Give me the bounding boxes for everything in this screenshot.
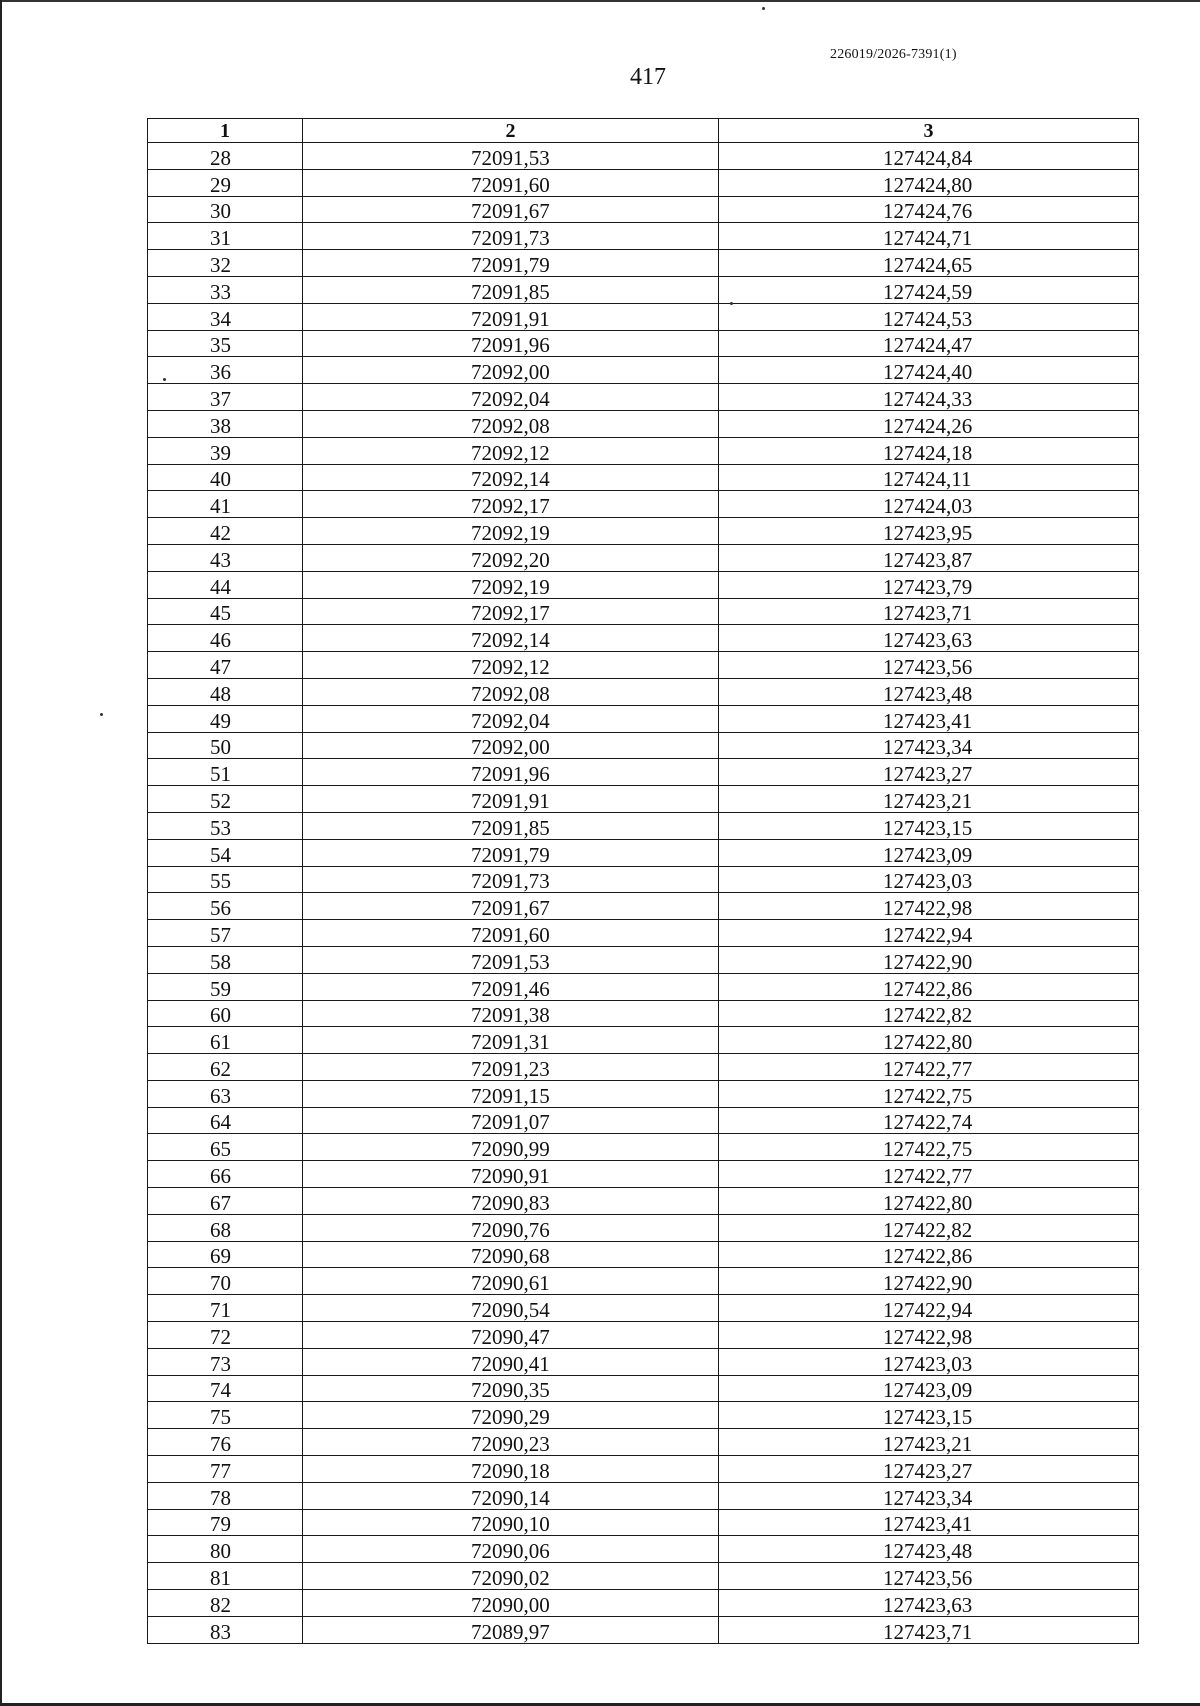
- x-coordinate-cell: 72090,99: [303, 1134, 719, 1161]
- table-row: [148, 652, 1139, 679]
- x-coordinate-cell: 72091,91: [303, 303, 719, 330]
- y-coordinate-cell: 127422,90: [719, 946, 1139, 973]
- table-row: [148, 839, 1139, 866]
- point-number-cell: 39: [148, 437, 303, 464]
- y-coordinate-cell: 127424,11: [719, 464, 1139, 491]
- table-row: [148, 705, 1139, 732]
- x-coordinate-cell: 72092,12: [303, 652, 719, 679]
- y-coordinate-cell: 127422,77: [719, 1054, 1139, 1081]
- y-coordinate-cell: 127423,21: [719, 1429, 1139, 1456]
- table-row: [148, 196, 1139, 223]
- table-row: [148, 1080, 1139, 1107]
- y-coordinate-cell: 127424,84: [719, 143, 1139, 170]
- table-row: [148, 1027, 1139, 1054]
- point-number-cell: 50: [148, 732, 303, 759]
- x-coordinate-cell: 72091,73: [303, 866, 719, 893]
- x-coordinate-cell: 72091,79: [303, 839, 719, 866]
- x-coordinate-cell: 72091,96: [303, 330, 719, 357]
- table-row: [148, 1375, 1139, 1402]
- x-coordinate-cell: 72090,54: [303, 1295, 719, 1322]
- table-row: [148, 143, 1139, 170]
- scan-speck: [730, 302, 733, 305]
- point-number-cell: 77: [148, 1456, 303, 1483]
- y-coordinate-cell: 127423,15: [719, 1402, 1139, 1429]
- point-number-cell: 53: [148, 812, 303, 839]
- y-coordinate-cell: 127422,94: [719, 1295, 1139, 1322]
- point-number-cell: 55: [148, 866, 303, 893]
- x-coordinate-cell: 72090,02: [303, 1563, 719, 1590]
- y-coordinate-cell: 127422,82: [719, 1000, 1139, 1027]
- table-row: [148, 1241, 1139, 1268]
- point-number-cell: 82: [148, 1590, 303, 1617]
- y-coordinate-cell: 127422,75: [719, 1134, 1139, 1161]
- x-coordinate-cell: 72090,35: [303, 1375, 719, 1402]
- y-coordinate-cell: 127424,47: [719, 330, 1139, 357]
- point-number-cell: 62: [148, 1054, 303, 1081]
- x-coordinate-cell: 72090,83: [303, 1188, 719, 1215]
- y-coordinate-cell: 127422,94: [719, 920, 1139, 947]
- table-row: [148, 1482, 1139, 1509]
- point-number-cell: 64: [148, 1107, 303, 1134]
- point-number-cell: 52: [148, 786, 303, 813]
- point-number-cell: 35: [148, 330, 303, 357]
- table-row: [148, 866, 1139, 893]
- y-coordinate-cell: 127423,87: [719, 544, 1139, 571]
- table-row: [148, 357, 1139, 384]
- y-coordinate-cell: 127423,56: [719, 652, 1139, 679]
- x-coordinate-cell: 72091,79: [303, 250, 719, 277]
- table-row: [148, 1107, 1139, 1134]
- table-row: [148, 464, 1139, 491]
- point-number-cell: 49: [148, 705, 303, 732]
- point-number-cell: 48: [148, 678, 303, 705]
- y-coordinate-cell: 127423,41: [719, 1509, 1139, 1536]
- point-number-cell: 76: [148, 1429, 303, 1456]
- x-coordinate-cell: 72092,19: [303, 571, 719, 598]
- x-coordinate-cell: 72090,23: [303, 1429, 719, 1456]
- document-reference: 226019/2026-7391(1): [830, 47, 957, 62]
- x-coordinate-cell: 72092,00: [303, 732, 719, 759]
- x-coordinate-cell: 72092,00: [303, 357, 719, 384]
- y-coordinate-cell: 127422,90: [719, 1268, 1139, 1295]
- x-coordinate-cell: 72091,96: [303, 759, 719, 786]
- point-number-cell: 51: [148, 759, 303, 786]
- x-coordinate-cell: 72091,53: [303, 143, 719, 170]
- x-coordinate-cell: 72091,67: [303, 893, 719, 920]
- table-row: [148, 625, 1139, 652]
- table-row: [148, 250, 1139, 277]
- point-number-cell: 56: [148, 893, 303, 920]
- table-row: [148, 1590, 1139, 1617]
- coordinates-table: [147, 118, 1139, 1644]
- scan-speck: [762, 7, 765, 10]
- table-row: [148, 1188, 1139, 1215]
- y-coordinate-cell: 127424,53: [719, 303, 1139, 330]
- y-coordinate-cell: 127422,74: [719, 1107, 1139, 1134]
- x-coordinate-cell: 72091,85: [303, 812, 719, 839]
- point-number-cell: 63: [148, 1080, 303, 1107]
- table-row: [148, 491, 1139, 518]
- x-coordinate-cell: 72091,73: [303, 223, 719, 250]
- column-header-1: 1: [148, 119, 303, 143]
- table-row: [148, 276, 1139, 303]
- column-header-2: 2: [303, 119, 719, 143]
- table-row: [148, 812, 1139, 839]
- x-coordinate-cell: 72092,20: [303, 544, 719, 571]
- table-row: [148, 973, 1139, 1000]
- y-coordinate-cell: 127423,48: [719, 678, 1139, 705]
- y-coordinate-cell: 127424,59: [719, 276, 1139, 303]
- point-number-cell: 37: [148, 384, 303, 411]
- point-number-cell: 46: [148, 625, 303, 652]
- x-coordinate-cell: 72092,14: [303, 625, 719, 652]
- point-number-cell: 36: [148, 357, 303, 384]
- y-coordinate-cell: 127424,18: [719, 437, 1139, 464]
- y-coordinate-cell: 127423,34: [719, 732, 1139, 759]
- point-number-cell: 66: [148, 1161, 303, 1188]
- table-row: [148, 223, 1139, 250]
- point-number-cell: 40: [148, 464, 303, 491]
- x-coordinate-cell: 72090,29: [303, 1402, 719, 1429]
- y-coordinate-cell: 127423,79: [719, 571, 1139, 598]
- point-number-cell: 43: [148, 544, 303, 571]
- table-row: [148, 1429, 1139, 1456]
- table-row: [148, 1616, 1139, 1643]
- table-row: [148, 1295, 1139, 1322]
- point-number-cell: 60: [148, 1000, 303, 1027]
- point-number-cell: 33: [148, 276, 303, 303]
- table-row: [148, 946, 1139, 973]
- table-row: [148, 437, 1139, 464]
- y-coordinate-cell: 127424,03: [719, 491, 1139, 518]
- table-row: [148, 1268, 1139, 1295]
- x-coordinate-cell: 72092,08: [303, 410, 719, 437]
- point-number-cell: 32: [148, 250, 303, 277]
- y-coordinate-cell: 127422,98: [719, 1322, 1139, 1349]
- point-number-cell: 41: [148, 491, 303, 518]
- point-number-cell: 74: [148, 1375, 303, 1402]
- x-coordinate-cell: 72091,15: [303, 1080, 719, 1107]
- scan-edge-top: [0, 0, 1200, 2]
- table-row: [148, 410, 1139, 437]
- y-coordinate-cell: 127424,65: [719, 250, 1139, 277]
- y-coordinate-cell: 127423,48: [719, 1536, 1139, 1563]
- y-coordinate-cell: 127423,09: [719, 1375, 1139, 1402]
- y-coordinate-cell: 127422,82: [719, 1214, 1139, 1241]
- point-number-cell: 81: [148, 1563, 303, 1590]
- point-number-cell: 75: [148, 1402, 303, 1429]
- table-row: [148, 518, 1139, 545]
- x-coordinate-cell: 72091,85: [303, 276, 719, 303]
- x-coordinate-cell: 72091,46: [303, 973, 719, 1000]
- point-number-cell: 57: [148, 920, 303, 947]
- y-coordinate-cell: 127422,98: [719, 893, 1139, 920]
- x-coordinate-cell: 72092,17: [303, 598, 719, 625]
- x-coordinate-cell: 72091,67: [303, 196, 719, 223]
- y-coordinate-cell: 127423,34: [719, 1482, 1139, 1509]
- x-coordinate-cell: 72092,19: [303, 518, 719, 545]
- y-coordinate-cell: 127422,80: [719, 1027, 1139, 1054]
- table-row: [148, 1214, 1139, 1241]
- scan-edge-left: [0, 0, 2, 1706]
- point-number-cell: 79: [148, 1509, 303, 1536]
- point-number-cell: 31: [148, 223, 303, 250]
- y-coordinate-cell: 127423,95: [719, 518, 1139, 545]
- x-coordinate-cell: 72090,00: [303, 1590, 719, 1617]
- x-coordinate-cell: 72091,91: [303, 786, 719, 813]
- y-coordinate-cell: 127424,26: [719, 410, 1139, 437]
- point-number-cell: 78: [148, 1482, 303, 1509]
- point-number-cell: 67: [148, 1188, 303, 1215]
- x-coordinate-cell: 72090,61: [303, 1268, 719, 1295]
- point-number-cell: 28: [148, 143, 303, 170]
- point-number-cell: 34: [148, 303, 303, 330]
- x-coordinate-cell: 72091,60: [303, 169, 719, 196]
- point-number-cell: 68: [148, 1214, 303, 1241]
- table-row: [148, 1134, 1139, 1161]
- y-coordinate-cell: 127422,75: [719, 1080, 1139, 1107]
- table-row: [148, 1509, 1139, 1536]
- y-coordinate-cell: 127423,15: [719, 812, 1139, 839]
- x-coordinate-cell: 72089,97: [303, 1616, 719, 1643]
- table-row: [148, 544, 1139, 571]
- point-number-cell: 65: [148, 1134, 303, 1161]
- y-coordinate-cell: 127423,71: [719, 1616, 1139, 1643]
- table-header: [148, 119, 1139, 143]
- point-number-cell: 80: [148, 1536, 303, 1563]
- table-row: [148, 893, 1139, 920]
- point-number-cell: 72: [148, 1322, 303, 1349]
- point-number-cell: 38: [148, 410, 303, 437]
- y-coordinate-cell: 127423,56: [719, 1563, 1139, 1590]
- x-coordinate-cell: 72092,04: [303, 705, 719, 732]
- y-coordinate-cell: 127423,09: [719, 839, 1139, 866]
- table-row: [148, 759, 1139, 786]
- x-coordinate-cell: 72090,06: [303, 1536, 719, 1563]
- point-number-cell: 29: [148, 169, 303, 196]
- point-number-cell: 71: [148, 1295, 303, 1322]
- y-coordinate-cell: 127423,71: [719, 598, 1139, 625]
- point-number-cell: 30: [148, 196, 303, 223]
- header-row: [148, 119, 1139, 143]
- table-row: [148, 1563, 1139, 1590]
- table-row: [148, 1161, 1139, 1188]
- x-coordinate-cell: 72092,08: [303, 678, 719, 705]
- y-coordinate-cell: 127423,27: [719, 759, 1139, 786]
- table-row: [148, 786, 1139, 813]
- y-coordinate-cell: 127423,27: [719, 1456, 1139, 1483]
- table-row: [148, 169, 1139, 196]
- x-coordinate-cell: 72091,38: [303, 1000, 719, 1027]
- point-number-cell: 73: [148, 1348, 303, 1375]
- table-row: [148, 303, 1139, 330]
- x-coordinate-cell: 72092,04: [303, 384, 719, 411]
- y-coordinate-cell: 127422,80: [719, 1188, 1139, 1215]
- x-coordinate-cell: 72090,41: [303, 1348, 719, 1375]
- x-coordinate-cell: 72092,14: [303, 464, 719, 491]
- x-coordinate-cell: 72092,12: [303, 437, 719, 464]
- y-coordinate-cell: 127423,63: [719, 1590, 1139, 1617]
- point-number-cell: 47: [148, 652, 303, 679]
- y-coordinate-cell: 127424,76: [719, 196, 1139, 223]
- x-coordinate-cell: 72090,14: [303, 1482, 719, 1509]
- table-row: [148, 732, 1139, 759]
- column-header-3: 3: [719, 119, 1139, 143]
- x-coordinate-cell: 72090,91: [303, 1161, 719, 1188]
- table-row: [148, 598, 1139, 625]
- x-coordinate-cell: 72090,18: [303, 1456, 719, 1483]
- table-row: [148, 1322, 1139, 1349]
- point-number-cell: 44: [148, 571, 303, 598]
- y-coordinate-cell: 127423,21: [719, 786, 1139, 813]
- table-body: [148, 143, 1139, 1644]
- x-coordinate-cell: 72092,17: [303, 491, 719, 518]
- point-number-cell: 42: [148, 518, 303, 545]
- y-coordinate-cell: 127424,33: [719, 384, 1139, 411]
- point-number-cell: 69: [148, 1241, 303, 1268]
- point-number-cell: 45: [148, 598, 303, 625]
- y-coordinate-cell: 127424,80: [719, 169, 1139, 196]
- x-coordinate-cell: 72090,76: [303, 1214, 719, 1241]
- scan-speck: [163, 378, 166, 381]
- table-row: [148, 1536, 1139, 1563]
- x-coordinate-cell: 72091,31: [303, 1027, 719, 1054]
- table-row: [148, 1054, 1139, 1081]
- point-number-cell: 54: [148, 839, 303, 866]
- x-coordinate-cell: 72091,53: [303, 946, 719, 973]
- table-row: [148, 1000, 1139, 1027]
- table-row: [148, 1402, 1139, 1429]
- table-row: [148, 1456, 1139, 1483]
- y-coordinate-cell: 127423,63: [719, 625, 1139, 652]
- x-coordinate-cell: 72091,60: [303, 920, 719, 947]
- table-row: [148, 1348, 1139, 1375]
- table-row: [148, 920, 1139, 947]
- x-coordinate-cell: 72090,68: [303, 1241, 719, 1268]
- y-coordinate-cell: 127422,86: [719, 1241, 1139, 1268]
- point-number-cell: 61: [148, 1027, 303, 1054]
- y-coordinate-cell: 127423,03: [719, 866, 1139, 893]
- x-coordinate-cell: 72090,47: [303, 1322, 719, 1349]
- table-row: [148, 330, 1139, 357]
- page-number: 417: [630, 64, 666, 90]
- x-coordinate-cell: 72091,23: [303, 1054, 719, 1081]
- y-coordinate-cell: 127423,03: [719, 1348, 1139, 1375]
- y-coordinate-cell: 127424,40: [719, 357, 1139, 384]
- point-number-cell: 83: [148, 1616, 303, 1643]
- table-row: [148, 678, 1139, 705]
- point-number-cell: 70: [148, 1268, 303, 1295]
- scan-speck: [100, 713, 103, 716]
- table-row: [148, 571, 1139, 598]
- x-coordinate-cell: 72090,10: [303, 1509, 719, 1536]
- y-coordinate-cell: 127422,77: [719, 1161, 1139, 1188]
- y-coordinate-cell: 127422,86: [719, 973, 1139, 1000]
- x-coordinate-cell: 72091,07: [303, 1107, 719, 1134]
- point-number-cell: 58: [148, 946, 303, 973]
- table-row: [148, 384, 1139, 411]
- y-coordinate-cell: 127424,71: [719, 223, 1139, 250]
- y-coordinate-cell: 127423,41: [719, 705, 1139, 732]
- point-number-cell: 59: [148, 973, 303, 1000]
